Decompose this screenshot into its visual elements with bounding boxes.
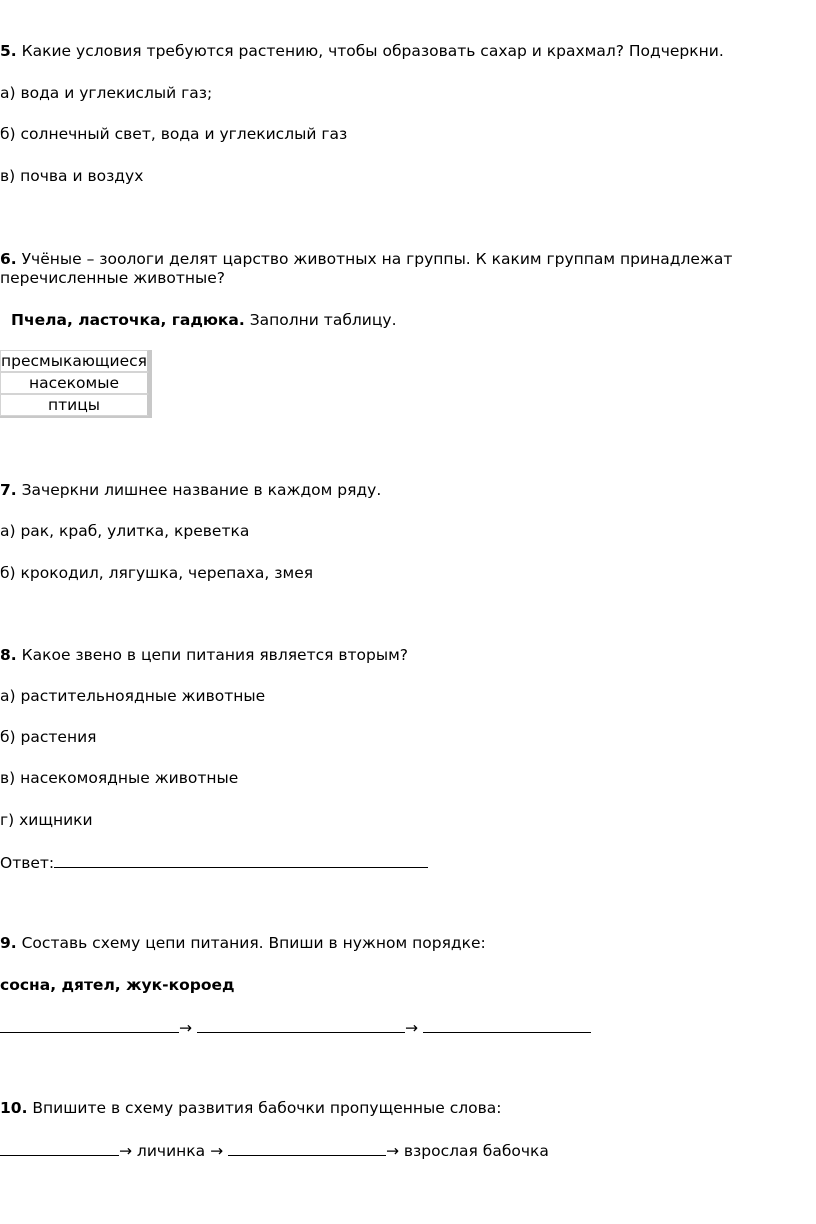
question-9 [0,933,486,953]
arrow-right-icon: → [119,1142,132,1160]
table-row [0,372,149,394]
question-8-text: Какое звено в цепи питания является вторым? [16,646,409,664]
question-9-number: 9. [0,934,17,952]
food-chain-blank-1[interactable] [0,1016,179,1033]
arrow-right-icon: → [210,1142,224,1160]
question-6-instruction: Заполни таблицу. [244,311,397,329]
question-6 [0,249,732,269]
question-5-text: Какие условия требуются растению, чтобы образовать сахар и крахмал? Подчеркни. [16,42,724,60]
question-8-option-b: б) растения [0,728,97,746]
food-chain-blank-3[interactable] [423,1016,591,1033]
question-9-words: сосна, дятел, жук-короед [0,976,235,994]
animal-groups-table [0,350,152,418]
question-6-text-line1: Учёные – зоологи делят царство животных на группы. К каким группам принадлежат [16,250,733,268]
arrow-right-icon: → [386,1142,399,1160]
question-7-text: Зачеркни лишнее название в каждом ряду. [16,481,382,499]
question-8-answer-line [0,851,428,873]
table-cell-birds[interactable]: птицы [0,394,149,416]
table-cell-insects[interactable]: насекомые [0,372,149,394]
question-6-animals: Пчела, ласточка, гадюка. [11,311,245,329]
table-row [0,394,149,416]
food-chain-scheme [0,1016,591,1038]
stage-larva: личинка [132,1142,211,1160]
question-6-animals-line [11,310,397,330]
question-8-option-d: г) хищники [0,811,93,829]
question-7-option-a: а) рак, краб, улитка, креветка [0,522,250,540]
question-8-number: 8. [0,646,17,664]
question-10 [0,1098,501,1118]
question-7-option-b: б) крокодил, лягушка, черепаха, змея [0,564,314,582]
question-6-text-line2: перечисленные животные? [0,269,226,287]
arrow-right-icon: → [404,1019,418,1037]
question-6-number: 6. [0,250,17,268]
question-8 [0,645,408,665]
question-5-option-a: а) вода и углекислый газ; [0,84,213,102]
development-blank-2[interactable] [228,1139,386,1156]
table-row [0,350,149,372]
table-cell-reptiles[interactable]: пресмыкающиеся [0,350,149,372]
question-9-text: Составь схему цепи питания. Впиши в нужном порядке: [16,934,486,952]
butterfly-development-scheme [0,1139,549,1161]
development-blank-1[interactable] [0,1139,119,1156]
answer-label: Ответ: [0,854,55,872]
question-5-number: 5. [0,42,17,60]
question-10-text: Впишите в схему развития бабочки пропущенные слова: [27,1099,502,1117]
question-5-option-c: в) почва и воздух [0,167,144,185]
stage-adult-butterfly: взрослая бабочка [399,1142,549,1160]
question-7-number: 7. [0,481,17,499]
answer-blank[interactable] [54,851,428,868]
question-8-option-c: в) насекомоядные животные [0,769,239,787]
question-10-number: 10. [0,1099,28,1117]
question-5 [0,41,724,61]
arrow-right-icon: → [179,1019,192,1037]
question-5-option-b: б) солнечный свет, вода и углекислый газ [0,125,348,143]
question-8-option-a: а) растительноядные животные [0,687,266,705]
food-chain-blank-2[interactable] [197,1016,405,1033]
question-7 [0,480,381,500]
